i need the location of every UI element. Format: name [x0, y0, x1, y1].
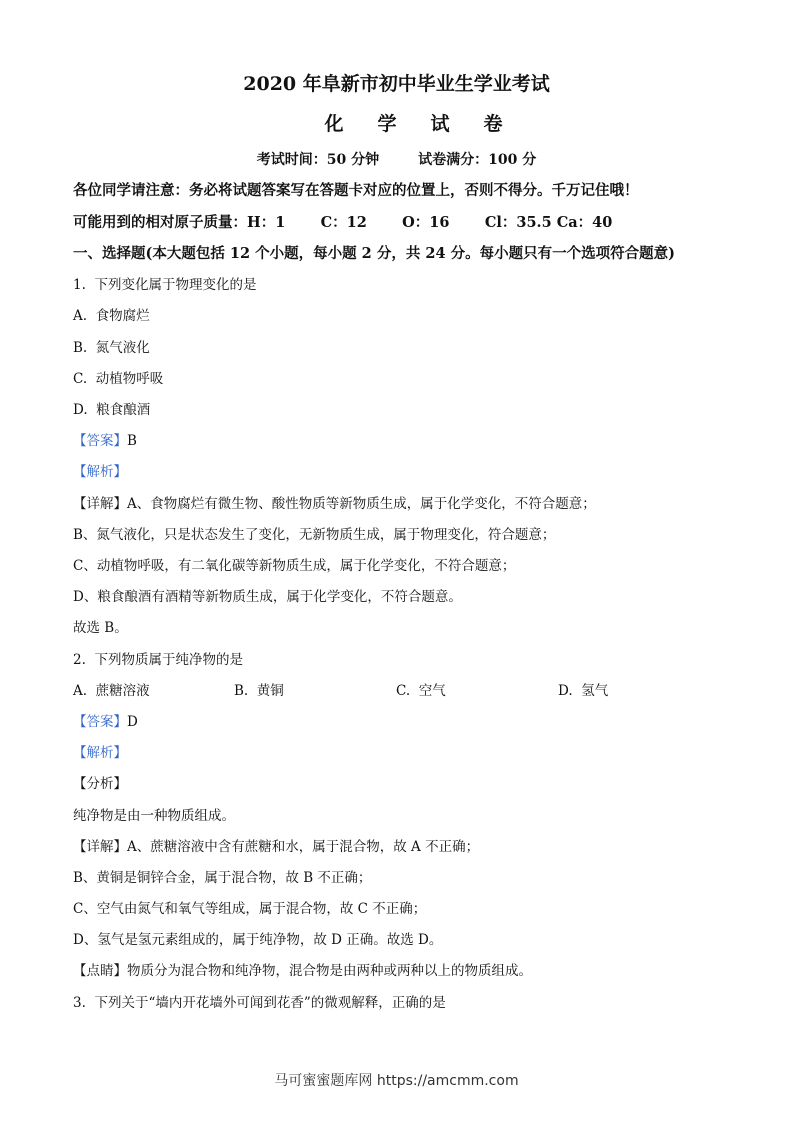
question-1-detail-a: 【详解】A、食物腐烂有微生物、酸性物质等新物质生成，属于化学变化，不符合题意；: [73, 496, 596, 512]
question-1-detail-c: C、动植物呼吸，有二氧化碳等新物质生成，属于化学变化，不符合题意；: [73, 558, 516, 574]
question-2-analysis-label: 【解析】: [73, 745, 127, 761]
question-1-conclusion: 故选 B。: [73, 620, 128, 636]
question-2-answer: [73, 713, 138, 731]
question-2-option-b: B. 黄铜: [234, 683, 284, 699]
question-1-detail-d: D、粮食酿酒有酒精等新物质生成，属于化学变化，不符合题意。: [73, 589, 462, 605]
question-1-option-c: C. 动植物呼吸: [73, 371, 164, 387]
question-1-option-b: B. 氮气液化: [73, 340, 150, 356]
question-1-option-d: D. 粮食酿酒: [73, 402, 151, 418]
exam-subject: 化学试卷: [324, 113, 537, 135]
exam-title: 2020 年阜新市初中毕业生学业考试: [243, 73, 550, 95]
answer-value: B: [127, 433, 137, 449]
footer-watermark: 马可蜜蜜题库网 https://amcmm.com: [274, 1073, 519, 1089]
question-2-detail-d: D、氢气是氢元素组成的，属于纯净物，故 D 正确。故选 D。: [73, 932, 443, 948]
question-2-detail-b: B、黄铜是铜锌合金，属于混合物，故 B 不正确；: [73, 870, 372, 886]
exam-time-score: 考试时间：50 分钟 试卷满分：100 分: [256, 152, 537, 168]
answer-value: D: [127, 714, 138, 730]
notice-text: 各位同学请注意：务必将试题答案写在答题卡对应的位置上，否则不得分。千万记住哦！: [73, 182, 639, 199]
question-2-fenxi-label: 【分析】: [73, 776, 127, 792]
question-2-fenxi-text: 纯净物是由一种物质组成。: [73, 808, 235, 824]
question-1-answer: [73, 432, 137, 450]
question-1-analysis-label: 【解析】: [73, 464, 127, 480]
question-1-stem: 1. 下列变化属于物理变化的是: [73, 277, 257, 293]
atomic-masses: 可能用到的相对原子质量：H：1 C：12 O：16 Cl：35.5 Ca：40: [73, 214, 613, 231]
question-1-option-a: A. 食物腐烂: [73, 308, 150, 324]
question-2-key-point: 【点睛】物质分为混合物和纯净物，混合物是由两种或两种以上的物质组成。: [73, 963, 532, 979]
answer-label: 【答案】: [73, 433, 127, 449]
question-2-option-a: A. 蔗糖溶液: [73, 683, 150, 699]
question-3-stem: 3. 下列关于“墙内开花墙外可闻到花香”的微观解释，正确的是: [73, 995, 446, 1011]
question-2-stem: 2. 下列物质属于纯净物的是: [73, 652, 243, 668]
section-heading: 一、选择题(本大题包括 12 个小题，每小题 2 分，共 24 分。每小题只有一个选项符合题意): [73, 245, 675, 262]
question-2-option-c: C. 空气: [396, 683, 446, 699]
question-2-detail-a: 【详解】A、蔗糖溶液中含有蔗糖和水，属于混合物，故 A 不正确；: [73, 839, 480, 855]
question-1-detail-b: B、氮气液化，只是状态发生了变化，无新物质生成，属于物理变化，符合题意；: [73, 527, 556, 543]
question-2-option-d: D. 氢气: [558, 683, 609, 699]
question-2-detail-c: C、空气由氮气和氧气等组成，属于混合物，故 C 不正确；: [73, 901, 427, 917]
answer-label: 【答案】: [73, 714, 127, 730]
